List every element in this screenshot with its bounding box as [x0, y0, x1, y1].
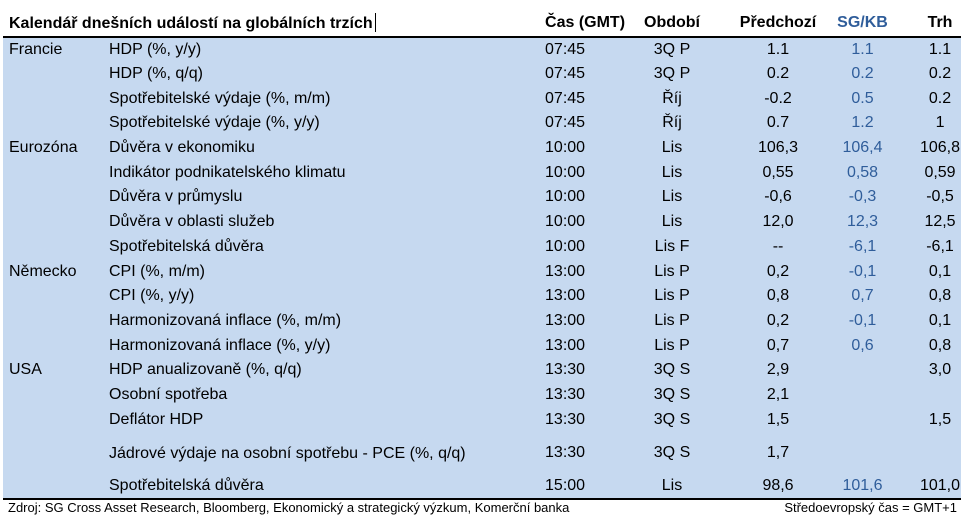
market-consensus-cell: 101,0: [899, 474, 961, 499]
header-time: Čas (GMT): [537, 9, 624, 37]
region-cell: Německo: [9, 262, 77, 280]
table-row: [3, 210, 961, 235]
previous-cell: 0.2: [766, 65, 790, 83]
period-cell: 3Q P: [653, 65, 691, 83]
time-cell: 10:00: [545, 213, 586, 231]
table-row: [3, 37, 961, 62]
sgkb-forecast-cell: 12,3: [846, 213, 879, 231]
table-body: [3, 37, 961, 499]
economic-calendar-table: [3, 9, 961, 500]
time-cell: 15:00: [537, 474, 624, 499]
table-row: [3, 160, 961, 185]
period-cell: Lis P: [654, 311, 690, 329]
event-cell: HDP anualizovaně (%, q/q): [109, 361, 302, 379]
region-cell: [3, 284, 109, 309]
sgkb-forecast-cell: 1.1: [851, 40, 874, 58]
period-cell: Lis: [661, 213, 683, 231]
time-cell: 07:45: [545, 40, 586, 58]
time-cell: 07:45: [545, 65, 586, 83]
previous-cell: 1,7: [766, 444, 790, 461]
header-row: [3, 9, 961, 37]
period-cell: Lis F: [654, 237, 690, 255]
sgkb-forecast-cell: 1.2: [851, 114, 874, 132]
region-cell: [3, 210, 109, 235]
period-cell: 3Q P: [653, 40, 691, 58]
previous-cell: -0.2: [764, 89, 792, 107]
timezone-note: Středoevropský čas = GMT+1: [784, 500, 957, 515]
period-cell: Lis P: [654, 336, 690, 354]
region-cell: [3, 235, 109, 260]
event-cell: Důvěra v oblasti služeb: [109, 213, 275, 231]
previous-cell: -0,6: [764, 188, 792, 206]
region-cell: [3, 111, 109, 136]
table-row: [3, 86, 961, 111]
table-row: [3, 432, 961, 474]
table-row: [3, 259, 961, 284]
table-row: [3, 284, 961, 309]
period-cell: Říj: [662, 89, 682, 107]
time-cell: 13:00: [545, 287, 586, 305]
event-cell: Harmonizovaná inflace (%, y/y): [109, 336, 331, 354]
sgkb-forecast-cell: 0,6: [851, 336, 874, 354]
table-row: [3, 235, 961, 260]
event-cell: Spotřebitelská důvěra: [109, 237, 264, 255]
market-consensus-cell: 0,1: [928, 311, 952, 329]
table-row: [3, 185, 961, 210]
region-cell: Francie: [9, 40, 63, 58]
region-cell: [3, 185, 109, 210]
previous-cell: 1,5: [766, 410, 790, 428]
header-market: Trh: [899, 9, 961, 37]
region-cell: [3, 333, 109, 358]
previous-cell: 0,55: [762, 163, 794, 181]
event-cell: Spotřebitelské výdaje (%, m/m): [109, 89, 331, 107]
period-cell: Lis: [661, 188, 683, 206]
sgkb-forecast-cell: -0,1: [848, 262, 877, 280]
event-cell: Indikátor podnikatelského klimatu: [109, 163, 346, 181]
sgkb-forecast-cell: 0.2: [851, 65, 874, 83]
text-cursor: [375, 13, 376, 32]
market-consensus-cell: 0.2: [928, 89, 952, 107]
header-period: Období: [624, 9, 720, 37]
time-cell: 13:30: [545, 444, 586, 461]
event-cell: HDP (%, y/y): [109, 40, 202, 58]
period-cell: Říj: [662, 114, 682, 132]
event-cell: CPI (%, m/m): [109, 262, 205, 280]
period-cell: Lis: [661, 163, 683, 181]
region-cell: USA: [9, 361, 42, 379]
period-cell: 3Q S: [653, 361, 691, 379]
event-cell: Důvěra v ekonomiku: [109, 139, 255, 157]
event-cell: Spotřebitelské výdaje (%, y/y): [109, 114, 320, 132]
region-cell: [3, 86, 109, 111]
time-cell: 10:00: [545, 237, 586, 255]
region-cell: [3, 160, 109, 185]
sgkb-forecast-cell: -6,1: [848, 237, 877, 255]
time-cell: 13:30: [545, 410, 586, 428]
sgkb-forecast-cell: -0,3: [848, 188, 877, 206]
previous-cell: 98,6: [720, 474, 826, 499]
period-cell: 3Q S: [653, 410, 691, 428]
event-cell: HDP (%, q/q): [109, 65, 203, 83]
time-cell: 10:00: [545, 139, 586, 157]
table-row: [3, 111, 961, 136]
region-cell: [3, 62, 109, 87]
market-consensus-cell: 106,8: [919, 139, 961, 157]
table-row: [3, 358, 961, 383]
time-cell: 13:30: [545, 385, 586, 403]
event-cell: Jádrové výdaje na osobní spotřebu - PCE (%, q/q): [109, 444, 466, 462]
header-sgkb: SG/KB: [826, 9, 899, 37]
table-row: [3, 474, 961, 499]
market-consensus-cell: 3,0: [928, 361, 952, 379]
region-cell: [3, 474, 109, 499]
region-cell: Eurozóna: [9, 139, 78, 157]
sgkb-forecast-cell: [826, 383, 899, 408]
sgkb-forecast-cell: 0.5: [851, 89, 874, 107]
market-consensus-cell: -6,1: [926, 237, 954, 255]
event-cell: Osobní spotřeba: [109, 385, 228, 403]
market-consensus-cell: 0,8: [928, 287, 952, 305]
market-consensus-cell: [899, 432, 961, 474]
market-consensus-cell: 1: [935, 114, 945, 132]
market-consensus-cell: 0,59: [924, 163, 956, 181]
table-row: [3, 62, 961, 87]
previous-cell: 0,2: [766, 262, 790, 280]
period-cell: Lis P: [654, 287, 690, 305]
table-row: [3, 383, 961, 408]
market-consensus-cell: 12,5: [924, 213, 956, 231]
previous-cell: 12,0: [762, 213, 794, 231]
previous-cell: --: [772, 237, 784, 255]
region-cell: [3, 309, 109, 334]
previous-cell: 2,1: [766, 385, 790, 403]
previous-cell: 106,3: [757, 139, 799, 157]
table-row: [3, 407, 961, 432]
sgkb-forecast-cell: 0,7: [851, 287, 874, 305]
previous-cell: 0,7: [766, 336, 790, 354]
region-cell: [3, 432, 109, 474]
period-cell: Lis: [624, 474, 720, 499]
market-consensus-cell: 0,1: [928, 262, 952, 280]
event-cell: Důvěra v průmyslu: [109, 188, 243, 206]
time-cell: 07:45: [545, 89, 586, 107]
header-previous: Předchozí: [720, 9, 826, 37]
table-title: Kalendář dnešních událostí na globálních trzích: [3, 9, 537, 37]
previous-cell: 1.1: [766, 40, 790, 58]
time-cell: 10:00: [545, 163, 586, 181]
event-cell: Deflátor HDP: [109, 410, 204, 428]
market-consensus-cell: 0.2: [928, 65, 952, 83]
sgkb-forecast-cell: [826, 358, 899, 383]
region-cell: [3, 383, 109, 408]
table-row: [3, 333, 961, 358]
market-consensus-cell: 1.1: [928, 40, 952, 58]
previous-cell: 2,9: [766, 361, 790, 379]
source-note: Zdroj: SG Cross Asset Research, Bloomberg, Ekonomický a strategický výzkum, Komerční banka: [8, 500, 570, 515]
event-cell: Harmonizovaná inflace (%, m/m): [109, 311, 342, 329]
event-cell: Spotřebitelská důvěra: [109, 474, 537, 499]
period-cell: Lis P: [654, 262, 690, 280]
time-cell: 13:00: [545, 311, 586, 329]
sgkb-forecast-cell: 106,4: [842, 139, 883, 157]
period-cell: Lis: [661, 139, 683, 157]
time-cell: 07:45: [545, 114, 586, 132]
table-row: [3, 309, 961, 334]
sgkb-forecast-cell: 0,58: [846, 163, 879, 181]
time-cell: 10:00: [545, 188, 586, 206]
previous-cell: 0,8: [766, 287, 790, 305]
previous-cell: 0,2: [766, 311, 790, 329]
table-footer: [3, 499, 961, 517]
market-consensus-cell: [899, 383, 961, 408]
sgkb-forecast-cell: 101,6: [826, 474, 899, 499]
table-row: [3, 136, 961, 161]
market-consensus-cell: 1,5: [928, 410, 952, 428]
previous-cell: 0.7: [766, 114, 790, 132]
time-cell: 13:00: [545, 336, 586, 354]
region-cell: [3, 407, 109, 432]
sgkb-forecast-cell: -0,1: [848, 311, 877, 329]
period-cell: 3Q S: [653, 444, 691, 461]
time-cell: 13:30: [545, 361, 586, 379]
sgkb-forecast-cell: [826, 432, 899, 474]
market-consensus-cell: 0,8: [928, 336, 952, 354]
sgkb-forecast-cell: [826, 407, 899, 432]
period-cell: 3Q S: [653, 385, 691, 403]
time-cell: 13:00: [545, 262, 586, 280]
market-consensus-cell: -0,5: [926, 188, 954, 206]
event-cell: CPI (%, y/y): [109, 287, 195, 305]
